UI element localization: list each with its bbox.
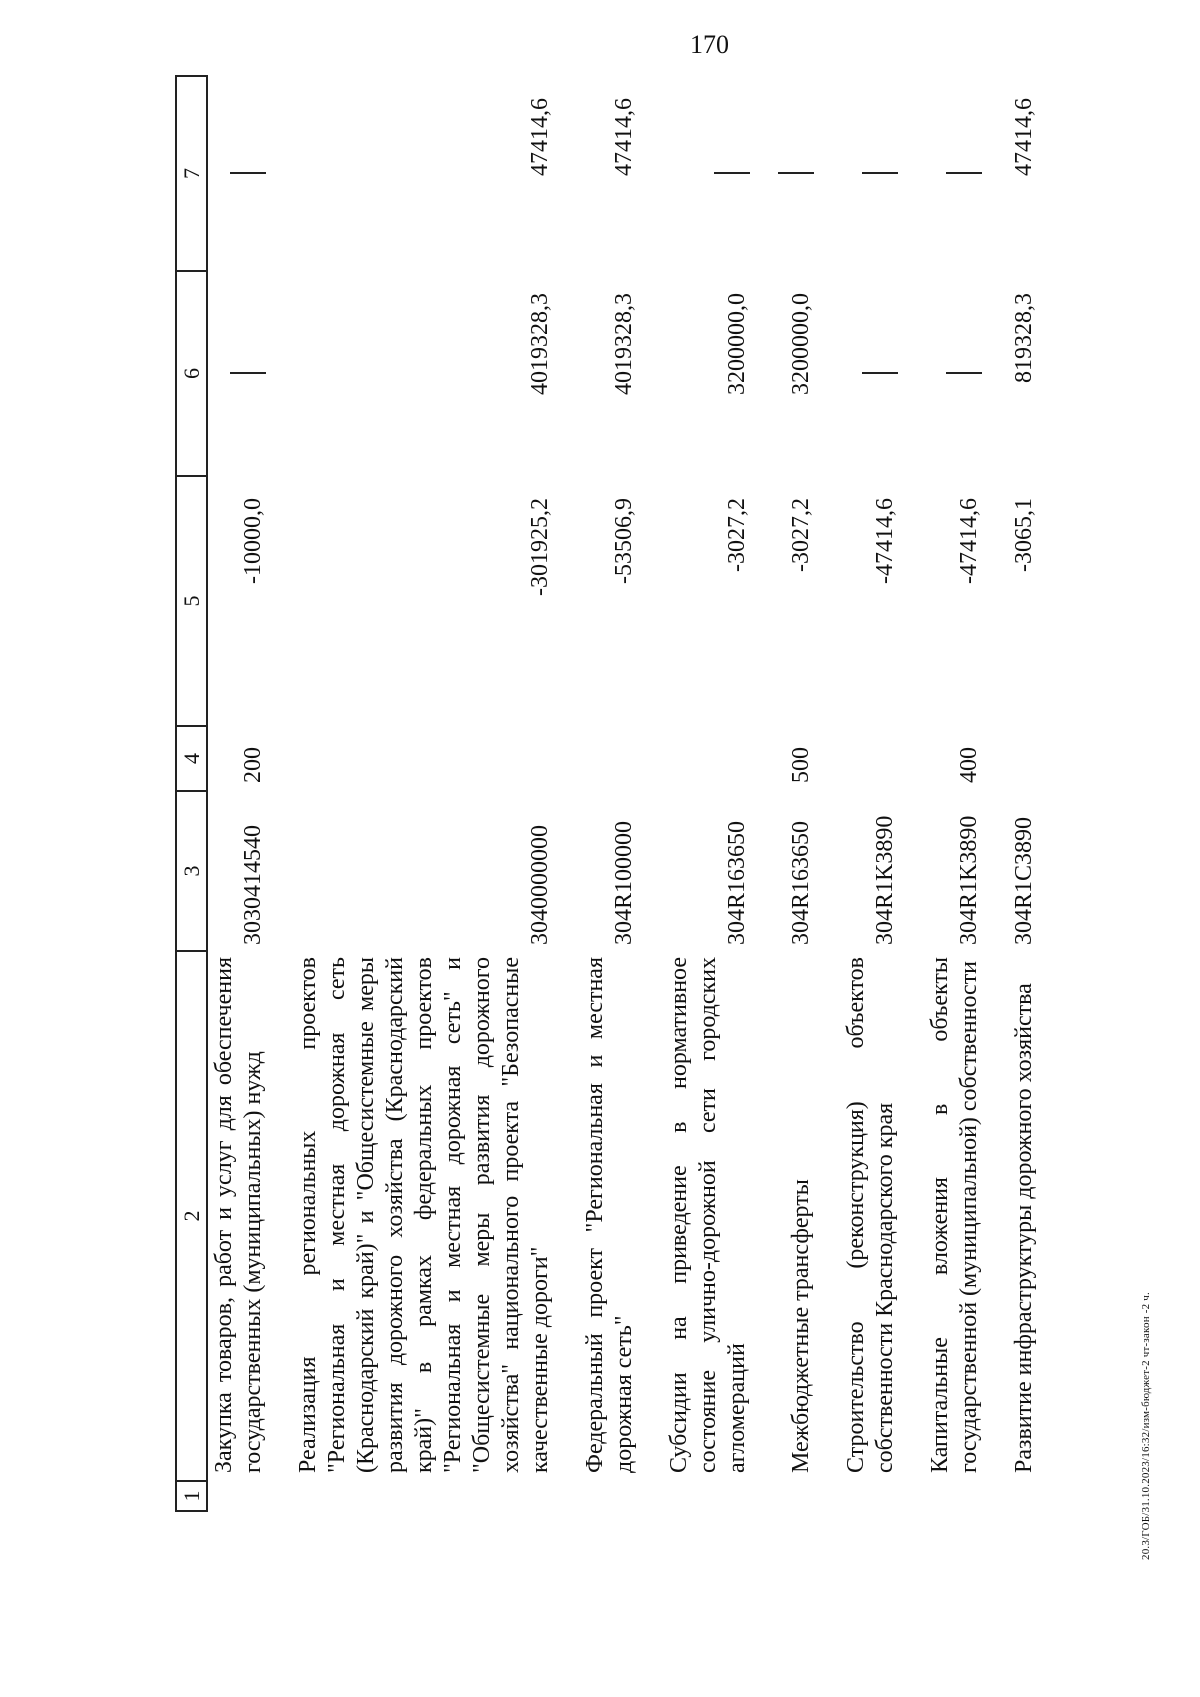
dash-mark	[946, 373, 982, 375]
row-value-5: -301925,2	[527, 498, 553, 596]
row-value-5: -47414,6	[956, 498, 982, 584]
row-value-5: -53506,9	[611, 498, 637, 584]
table-row	[926, 76, 984, 1511]
row-name: Межбюджетные трансферты	[788, 1179, 814, 1473]
column-header: 3	[176, 791, 207, 951]
row-value-6: 3200000,0	[724, 293, 750, 395]
row-value-5: -3027,2	[788, 498, 814, 572]
column-header: 7	[176, 76, 207, 271]
row-code: 304R163650	[788, 820, 814, 945]
row-vr	[1010, 726, 1039, 791]
row-value-7: 47414,6	[527, 98, 553, 176]
row-vr	[581, 726, 639, 791]
row-name: Капитальные вложения в объекты государственной (муниципальной) собственности	[927, 957, 982, 1473]
row-value-7	[665, 76, 752, 271]
table-row	[581, 76, 639, 1511]
row-value-6: 4019328,3	[611, 293, 637, 395]
table-row	[842, 76, 900, 1511]
dash-mark	[862, 373, 898, 375]
row-value-5: -3065,1	[1011, 498, 1037, 572]
row-name: Субсидии на приведение в нормативное состояние улично-дорожной сети городских агломераций	[666, 957, 750, 1473]
budget-table	[175, 75, 1039, 1512]
row-vr: 400	[956, 747, 982, 783]
row-value-5: -47414,6	[872, 498, 898, 584]
table-row	[207, 76, 268, 1511]
table-row	[294, 76, 555, 1511]
row-value-6: 3200000,0	[788, 293, 814, 395]
row-value-6: 4019328,3	[527, 293, 553, 395]
row-name: Закупка товаров, работ и услуг для обеспечения государственных (муниципальных) нужд	[211, 957, 266, 1473]
row-name: Федеральный проект "Региональная и местная дорожная сеть"	[582, 957, 637, 1473]
row-code: 304R163650	[724, 820, 750, 945]
row-value-7	[842, 76, 900, 271]
row-code: 3040000000	[527, 825, 553, 945]
row-vr: 500	[788, 747, 814, 783]
row-code: 304R1C3890	[1011, 816, 1037, 945]
row-value-7	[778, 76, 816, 271]
dash-mark	[230, 173, 266, 175]
table-header-row	[176, 76, 207, 1511]
row-value-6	[207, 271, 268, 476]
row-code: 3030414540	[240, 825, 266, 945]
row-code: 304R100000	[611, 820, 637, 945]
row-vr	[665, 726, 752, 791]
row-value-7: 47414,6	[611, 98, 637, 176]
table-row	[778, 76, 816, 1511]
row-value-6	[842, 271, 900, 476]
dash-mark	[946, 173, 982, 175]
row-value-7	[926, 76, 984, 271]
table-row	[665, 76, 752, 1511]
column-header: 4	[176, 726, 207, 791]
row-value-5: -3027,2	[724, 498, 750, 572]
row-vr: 200	[240, 747, 266, 783]
document-footer-code: 20.3/ГОБ/31.10.2023/16:32/изм-бюджет-2 чт-закон -2 ч.	[1140, 1292, 1152, 1560]
page-number: 170	[690, 30, 729, 59]
dash-mark	[714, 173, 750, 175]
column-header: 2	[176, 951, 207, 1481]
row-code: 304R1K3890	[956, 815, 982, 945]
row-name: Развитие инфраструктуры дорожного хозяйства	[1011, 983, 1037, 1473]
row-vr	[294, 726, 555, 791]
dash-mark	[778, 173, 814, 175]
row-value-7: 47414,6	[1011, 98, 1037, 176]
row-vr	[842, 726, 900, 791]
row-value-5: -10000,0	[240, 498, 266, 584]
row-value-6: 819328,3	[1011, 293, 1037, 383]
row-name: Реализация региональных проектов "Региональная и местная дорожная сеть (Краснодарский край)" и "Общесистемные меры развития дорожного хозяйства (Краснодарский край)" в рамках федеральных проектов "Региональная и местная дорожная сеть" и "Общесистемные меры развития дорожного хозяйства" национального проекта "Безопасные качественные дороги"	[295, 957, 553, 1473]
column-header: 6	[176, 271, 207, 476]
row-value-7	[207, 76, 268, 271]
table-row	[1010, 76, 1039, 1511]
column-header: 5	[176, 476, 207, 726]
row-value-6	[926, 271, 984, 476]
row-name: Строительство (реконструкция) объектов собственности Краснодарского края	[843, 957, 898, 1473]
row-code: 304R1K3890	[872, 815, 898, 945]
column-header: 1	[176, 1481, 207, 1511]
dash-mark	[230, 373, 266, 375]
rotated-table-wrapper	[175, 77, 1035, 1512]
dash-mark	[862, 173, 898, 175]
